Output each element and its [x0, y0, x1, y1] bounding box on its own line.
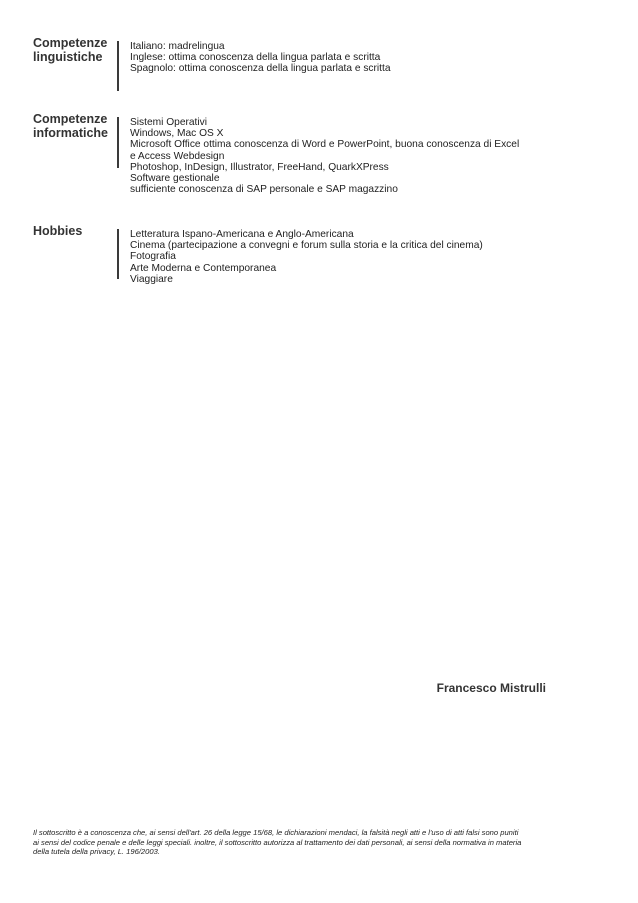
list-item: Sistemi Operativi [130, 117, 207, 128]
list-item: sufficiente conoscenza di SAP personale e SAP magazzino [130, 184, 398, 196]
list-item: Software gestionale [130, 173, 220, 185]
list-item: Viaggiare [130, 273, 173, 285]
list-item: Photoshop, InDesign, Illustrator, FreeHand, QuarkXPress [130, 161, 389, 173]
section-title: Competenze linguistiche [33, 36, 108, 64]
section-items [130, 117, 600, 195]
list-item: Arte Moderna e Contemporanea [130, 262, 277, 274]
section-items [130, 41, 600, 75]
list-item: Microsoft Office ottima conoscenza di Word e PowerPoint, buona conoscenza di Excel [130, 139, 520, 151]
section-title: Competenze informatiche [33, 112, 109, 140]
list-item: Italiano: madrelingua [130, 41, 225, 52]
list-item: Inglese: ottima conoscenza della lingua parlata e scritta [130, 52, 381, 64]
list-item: Windows, Mac OS X [130, 128, 224, 140]
privacy-disclaimer [33, 828, 593, 857]
section-divider-bar [117, 229, 119, 279]
section-divider-bar [117, 117, 119, 168]
section-divider-bar [117, 41, 119, 91]
section-items [130, 229, 600, 285]
section-language-skills [33, 36, 603, 96]
section-hobbies [33, 224, 603, 294]
signature-name: Francesco Mistrulli [436, 681, 546, 695]
disclaimer-line: della tutela della privacy, L. 196/2003. [33, 847, 160, 857]
list-item: Cinema (partecipazione a convegni e forum sulla storia e la critica del cinema) [130, 240, 483, 252]
list-item: Letteratura Ispano-Americana e Anglo-Americana [130, 229, 354, 240]
list-item: e Access Webdesign [130, 150, 225, 162]
section-title: Hobbies [33, 224, 83, 238]
list-item: Spagnolo: ottima conoscenza della lingua parlata e scritta [130, 63, 391, 75]
disclaimer-line: Il sottoscritto è a conoscenza che, ai sensi dell'art. 26 della legge 15/68, le dichiarazioni mendaci, la falsità negli atti e l'uso di atti falsi sono puniti [33, 828, 519, 837]
list-item: Fotografia [130, 251, 176, 263]
disclaimer-line: ai sensi del codice penale e delle leggi speciali. inoltre, il sottoscritto autorizza al trattamento dei dati personali, ai sensi della normativa in materia [33, 837, 522, 847]
section-computer-skills [33, 112, 603, 202]
